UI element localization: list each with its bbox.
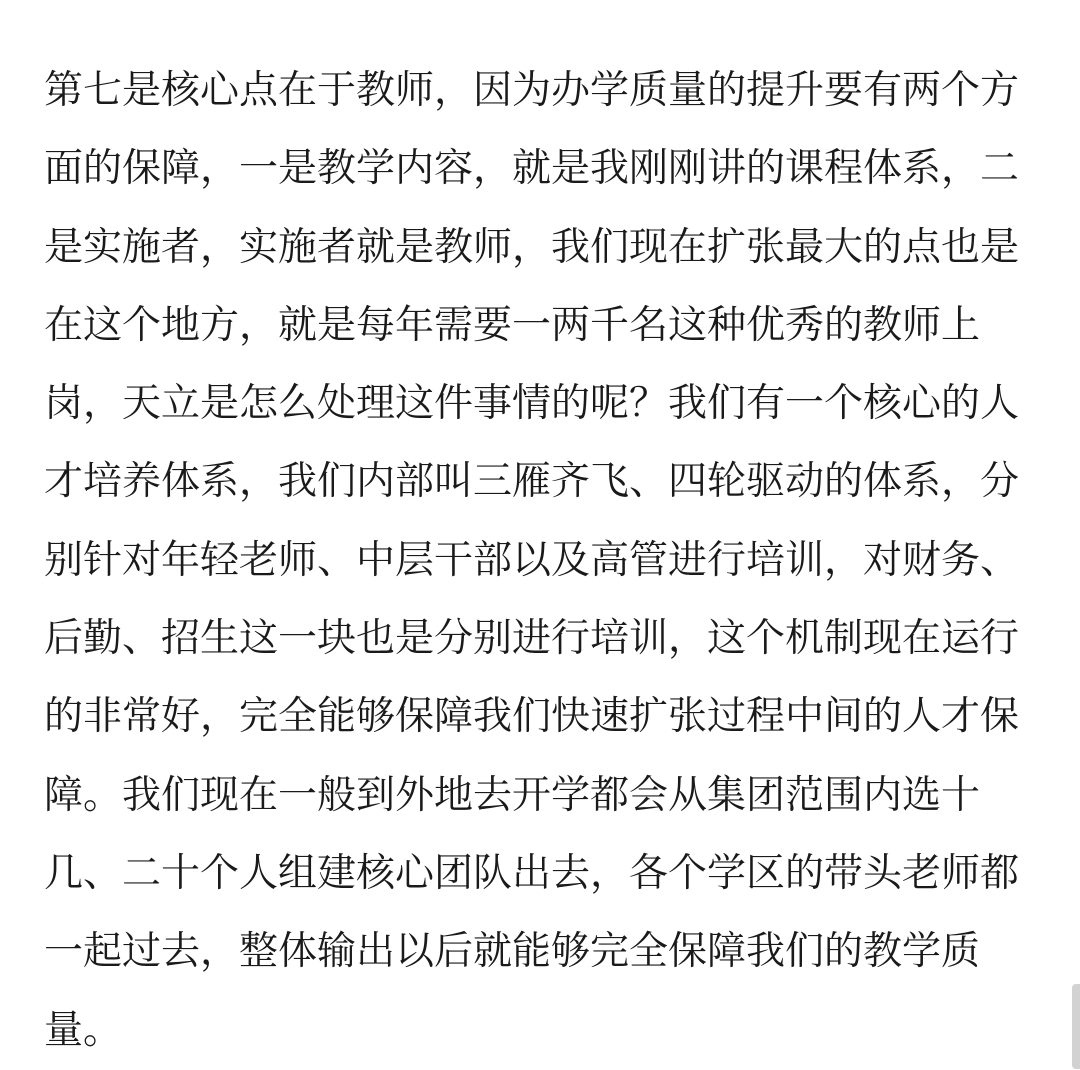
- text-line: 是实施者，实施者就是教师，我们现在扩张最大的点也是: [44, 224, 1020, 270]
- text-line: 几、二十个人组建核心团队出去，各个学区的带头老师都: [44, 850, 1020, 896]
- text-line: 后勤、招生这一块也是分别进行培训，这个机制现在运行: [44, 616, 1020, 662]
- text-line: 别针对年轻老师、中层干部以及高管进行培训，对财务、: [44, 537, 1020, 583]
- article-paragraph: [44, 52, 1034, 1070]
- text-line: 岗，天立是怎么处理这件事情的呢？我们有一个核心的人: [44, 381, 1020, 427]
- text-line: 的非常好，完全能够保障我们快速扩张过程中间的人才保: [44, 694, 1020, 740]
- text-line: 第七是核心点在于教师，因为办学质量的提升要有两个方: [44, 68, 1020, 113]
- text-line: 量。: [44, 1007, 123, 1053]
- text-line: 在这个地方，就是每年需要一两千名这种优秀的教师上: [44, 302, 981, 348]
- text-line: 一起过去，整体输出以后就能够完全保障我们的教学质: [44, 929, 981, 975]
- scrollbar-thumb[interactable]: [1072, 984, 1080, 1069]
- text-line: 面的保障，一是教学内容，就是我刚刚讲的课程体系，二: [44, 146, 1020, 192]
- text-line: 才培养体系，我们内部叫三雁齐飞、四轮驱动的体系，分: [44, 459, 1020, 505]
- text-line: 障。我们现在一般到外地去开学都会从集团范围内选十: [44, 772, 981, 818]
